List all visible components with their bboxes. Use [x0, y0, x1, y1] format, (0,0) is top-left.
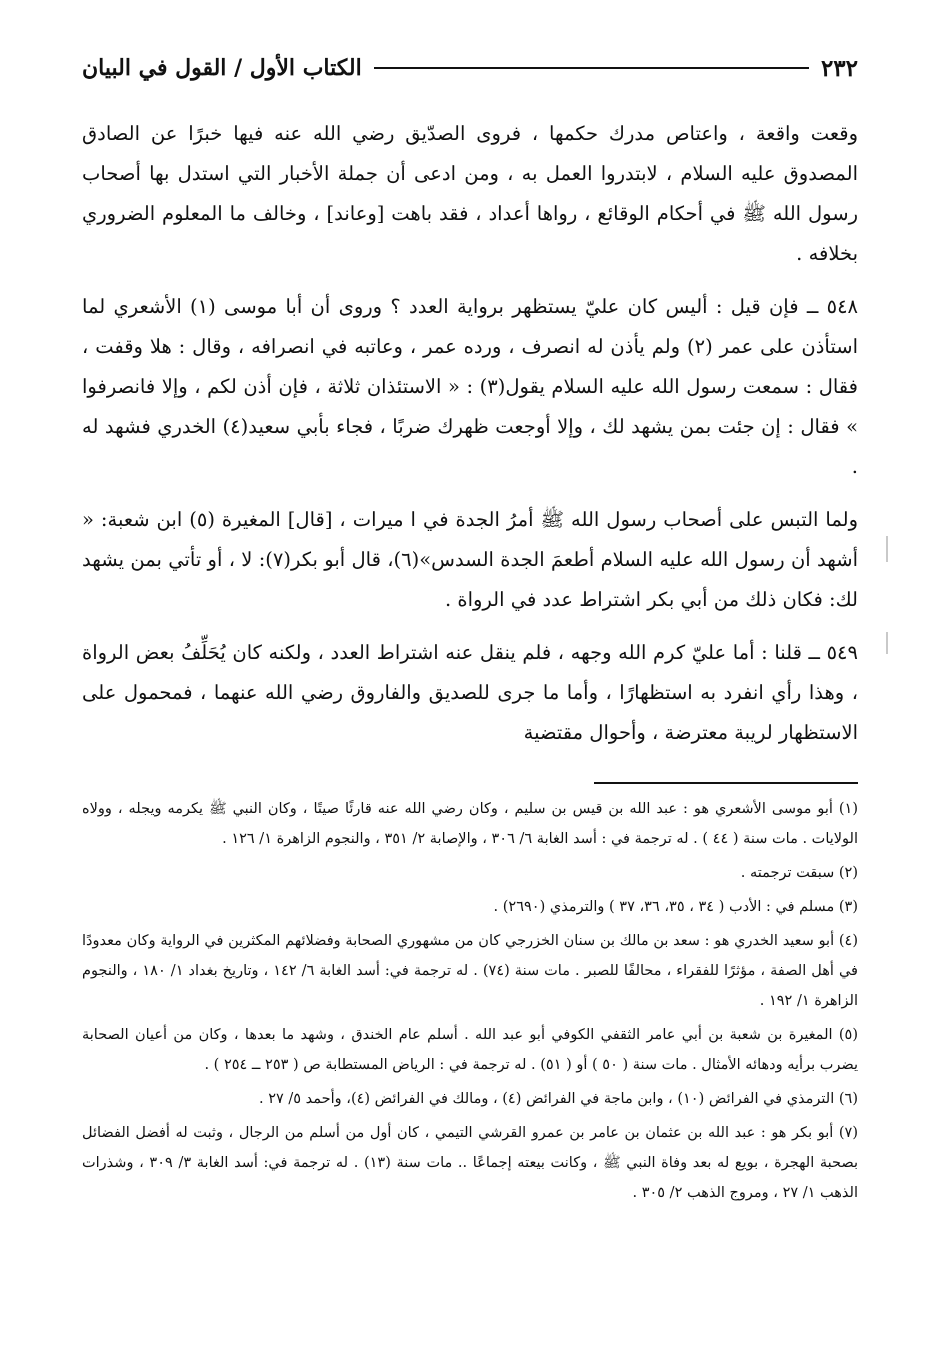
footnote-6: (٦) الترمذي في الفرائض (١٠) ، وابن ماجة في الفرائض (٤) ، ومالك في الفرائض (٤)، وأحمد ٥/ ٢٧ .: [258, 1091, 858, 1107]
footnote-1: (١) أبو موسى الأشعري هو : عبد الله بن قيس بن سليم ، وكان رضي الله عنه قارئًا صيتًا ، وكان النبي ﷺ يكرمه ويجله ، وولاه الولايات . مات سنة ( ٤٤ ) . له ترجمة في : أسد الغابة ٦/ ٣٠٦ ، والإصابة ٢/ ٣٥١ ، والنجوم الزاهرة ١/ ١٢٦ .: [82, 801, 858, 847]
running-title: الكتاب الأول / القول في البيان: [82, 55, 362, 81]
footnote-divider: [594, 782, 858, 784]
margin-scan-mark: [886, 632, 888, 654]
footnote-2: (٢) سبقت ترجمته .: [740, 865, 858, 881]
header-rule: [374, 67, 809, 69]
footnote-5: (٥) المغيرة بن شعبة بن أبي عامر الثقفي الكوفي أبو عبد الله . أسلم عام الخندق ، وشهد ما بعدها ، وكان من أعيان الصحابة يضرب برأيه ودهائه الأمثال . مات سنة ( ٥٠ ) أو ( ٥١) . له ترجمة في : الرياض المستطابة ص ( ٢٥٣ ــ ٢٥٤ ) .: [82, 1027, 858, 1073]
paragraph-continuation: وقعت واقعة ، واعتاص مدرك حكمها ، فروى الصدّيق رضي الله عنه فيها خبرًا عن الصادق المصدوق عليه السلام ، لابتدروا العمل به ، ومن ادعى أن جملة الأخبار التي استدل بها أصحاب رسول الله ﷺ في أحكام الوقائع ، رواها أعداد ، فقد باهت [وعاند] ، وخالف ما المعلوم الضروري بخلافه .: [82, 122, 858, 265]
footnotes: [82, 794, 858, 1208]
paragraph-548: ٥٤٨ ــ فإن قيل : أليس كان عليّ يستظهر برواية العدد ؟ وروى أن أبا موسى (١) الأشعري لما استأذن على عمر (٢) ولم يأذن له انصرف ، ورده عمر ، وعاتبه في انصرافه ، وقال : هلا وقفت ، فقال : سمعت رسول الله عليه السلام يقول(٣) : « الاستئذان ثلاثة ، فإن أذن لكم ، وإلا فانصرفوا » فقال : إن جئت بمن يشهد لك ، وإلا أوجعت ظهرك ضربًا ، فجاء بأبي سعيد(٤) الخدري فشهد له .: [82, 295, 859, 478]
footnote-divider-row: [82, 766, 858, 794]
footnote-7: (٧) أبو بكر هو : عبد الله بن عثمان بن عامر بن عمرو القرشي التيمي ، كان أول من أسلم من الرجال ، وثبت له أفضل الفضائل بصحبة الهجرة ، بويع له بعد وفاة النبي ﷺ ، وكانت بيعته إجماعًا .. مات سنة (١٣) . له ترجمة في: أسد الغابة ٣/ ٣٠٩ ، وشذرات الذهب ١/ ٢٧ ، ومروج الذهب ٢/ ٣٠٥ .: [82, 1125, 858, 1201]
footnote-4: (٤) أبو سعيد الخدري هو : سعد بن مالك بن سنان الخزرجي كان من مشهوري الصحابة وفضلائهم المكثرين في الرواية وكان معدودًا في أهل الصفة ، مؤثرًا للفقراء ، محالفًا للصبر . مات سنة (٧٤) . له ترجمة في: أسد الغابة ٦/ ١٤٢ ، وتاريخ بغداد ١/ ١٨٠ ، والنجوم الزاهرة ١/ ١٩٢ .: [82, 933, 858, 1009]
footnote-3: (٣) مسلم في : الأدب ( ٣٤ ، ٣٥، ٣٦، ٣٧ ) والترمذي (٢٦٩٠) .: [493, 899, 858, 915]
running-header: [82, 40, 858, 96]
paragraph-549: ٥٤٩ ــ قلنا : أما عليّ كرم الله وجهه ، فلم ينقل عنه اشتراط العدد ، ولكنه كان يُحَلِّفُ بعض الرواة ، وهذا رأي انفرد به استظهارًا ، وأما ما جرى للصديق والفاروق رضي الله عنهما ، فمحمول على الاستظهار لريبة معترضة ، وأحوال مقتضية: [82, 641, 858, 744]
margin-scan-mark: [886, 536, 888, 562]
page-number: ٢٣٢: [820, 54, 858, 82]
paragraph-abu-bakr: ولما التبس على أصحاب رسول الله ﷺ أمرُ الجدة في ا ميرات ، [قال] المغيرة (٥) ابن شعبة: « أشهد أن رسول الله عليه السلام أطعمَ الجدة السدس»(٦)، قال أبو بكر(٧): لا ، أو تأتي بمن يشهد لك: فكان ذلك من أبي بكر اشتراط عدد في الرواة .: [82, 508, 858, 611]
main-text: [82, 114, 858, 753]
